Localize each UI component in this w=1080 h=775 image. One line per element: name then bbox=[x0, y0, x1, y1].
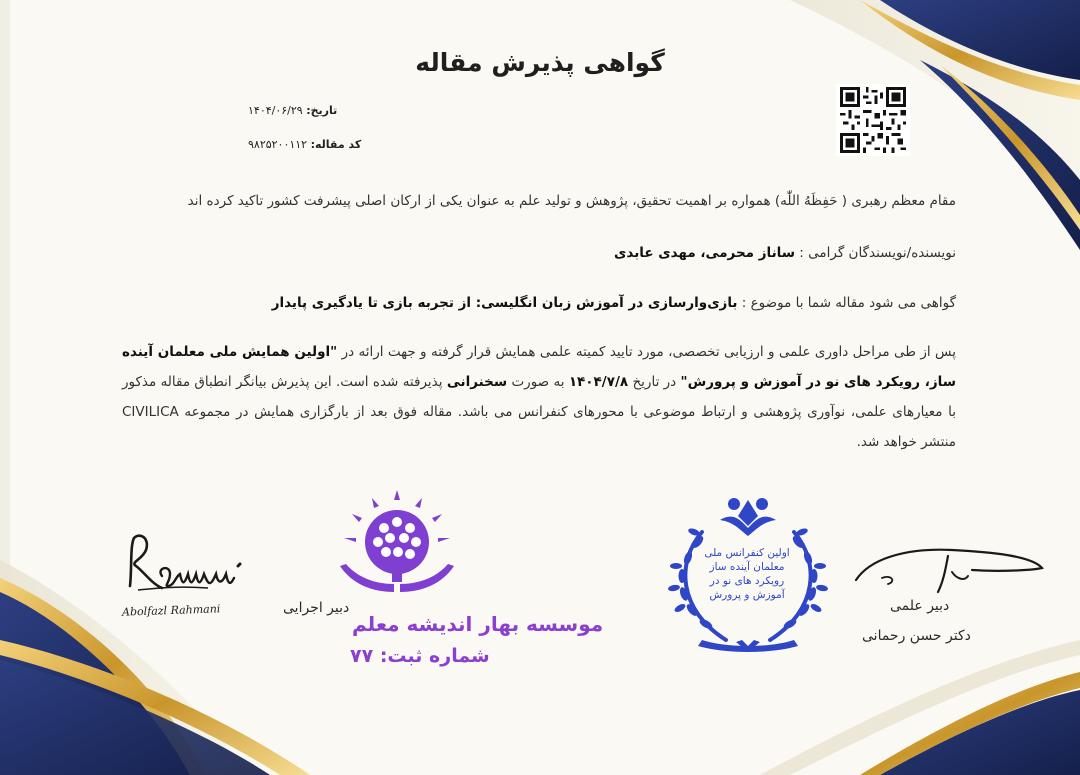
article-title: بازی‌وارسازی در آموزش زبان انگلیسی: از تجربه بازی تا یادگیری پایدار bbox=[271, 295, 738, 311]
seal-line-3: رویکرد های نو در bbox=[709, 575, 785, 587]
page-title: گواهی پذیرش مقاله bbox=[415, 48, 665, 77]
authors-label: نویسنده/نویسندگان گرامی : bbox=[799, 245, 956, 261]
body-part2: در تاریخ bbox=[628, 374, 681, 390]
date-value: ۱۴۰۴/۰۶/۲۹ bbox=[248, 104, 303, 117]
code-value: ۹۸۲۵۲۰۰۱۱۲ bbox=[248, 138, 308, 151]
presentation-date: ۱۴۰۴/۷/۸ bbox=[568, 374, 629, 390]
scientific-name: دکتر حسن رحمانی bbox=[862, 628, 971, 644]
seal-text bbox=[692, 546, 802, 602]
code-label: کد مقاله: bbox=[310, 138, 362, 151]
seal-line-2: معلمان آینده ساز bbox=[709, 561, 785, 573]
date-label: تاریخ: bbox=[306, 104, 338, 117]
executive-role: دبیر اجرایی bbox=[283, 600, 350, 616]
institute-logo bbox=[332, 484, 462, 604]
scientific-signature bbox=[852, 536, 1048, 600]
body-part4: پذیرفته شده است. این پذیرش بیانگر انطباق مقاله مذکور با معیارهای علمی، نوآوری پژوهشی و ارتباط موضوعی با محورهای کنفرانس می باشد. مقاله فوق بعد از بارگزاری همایش در مجموعه CIVILICA منتشر خواهد شد. bbox=[122, 374, 956, 450]
institute-registration: شماره ثبت: ۷۷ bbox=[350, 645, 490, 667]
scientific-role: دبیر علمی bbox=[890, 598, 950, 614]
presentation-mode: سخنرانی bbox=[446, 374, 508, 390]
authors-line bbox=[122, 245, 956, 261]
body-part1: پس از طی مراحل داوری علمی و ارزیابی تخصصی، مورد تایید کمیته علمی همایش قرار گرفته و جهت ارائه در bbox=[337, 344, 956, 360]
executive-signature-name: Abolfazl Rahmani bbox=[121, 602, 221, 619]
conference-name: "اولین همایش ملی معلمان آینده ساز، رویکرد های نو در آموزش و پرورش" bbox=[122, 344, 956, 390]
authors-names: ساناز محرمی، مهدی عابدی bbox=[614, 245, 795, 261]
seal-line-1: اولین کنفرانس ملی bbox=[704, 547, 790, 559]
qr-code bbox=[836, 84, 910, 156]
intro-text: مقام معظم رهبری ( حَفِظَهُ اللّٰه) همواره بر اهمیت تحقیق، پژوهش و تولید علم به عنوان یکی از ارکان اصلی پیشرفت کشور تاکید کرده اند bbox=[187, 193, 956, 209]
code-row bbox=[248, 138, 361, 151]
executive-signature bbox=[118, 528, 268, 608]
body-part3: به صورت bbox=[507, 374, 569, 390]
date-row bbox=[248, 104, 337, 117]
subject-label: گواهی می شود مقاله شما با موضوع : bbox=[741, 295, 956, 311]
seal-line-4: آموزش و پرورش bbox=[709, 589, 785, 601]
institute-name: موسسه بهار اندیشه معلم bbox=[352, 612, 604, 636]
body-paragraph bbox=[122, 337, 956, 457]
subject-line bbox=[122, 295, 956, 311]
